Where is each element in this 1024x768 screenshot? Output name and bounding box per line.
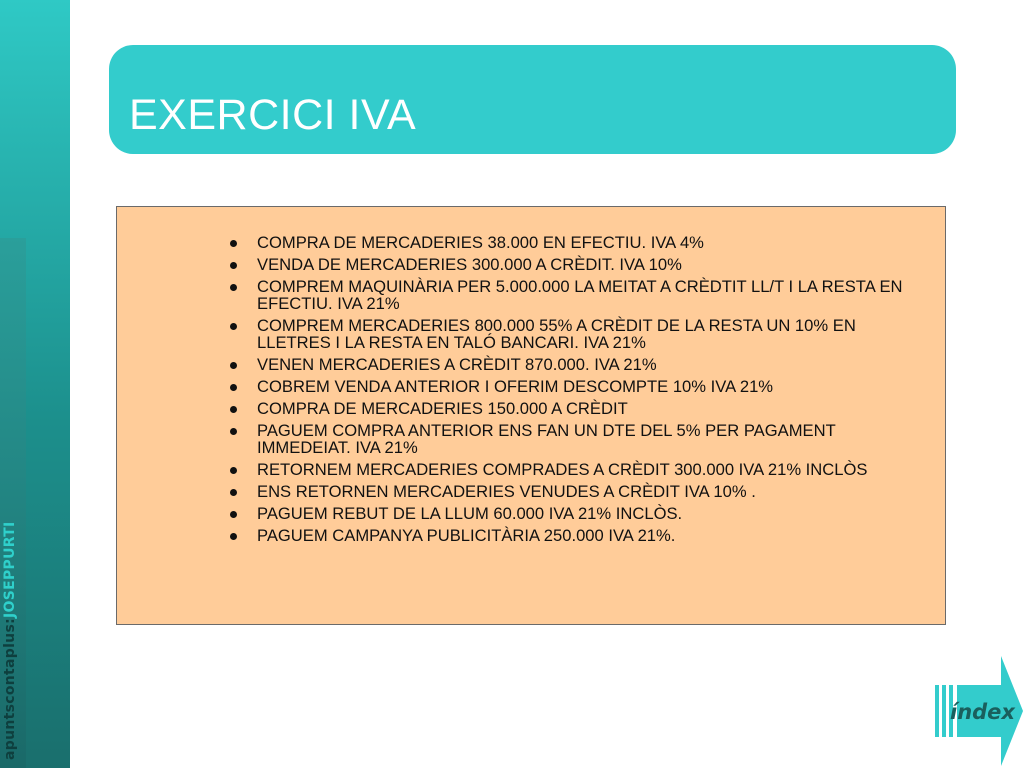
sidebar-credit (2, 521, 18, 760)
list-item (230, 461, 926, 478)
exercise-list (230, 234, 926, 549)
list-item (230, 317, 926, 351)
content-box (116, 206, 946, 625)
list-item (230, 256, 926, 273)
bullet-icon (230, 384, 237, 391)
bullet-icon (230, 533, 237, 540)
item-text: ENS RETORNEN MERCADERIES VENUDES A CRÈDIT IVA 10% . (257, 482, 756, 501)
item-text: COMPRA DE MERCADERIES 38.000 EN EFECTIU. IVA 4% (257, 233, 704, 252)
list-item (230, 400, 926, 417)
list-item (230, 234, 926, 251)
title-band (109, 45, 956, 154)
index-stripe-2 (942, 685, 946, 737)
item-text: COMPREM MAQUINÀRIA PER 5.000.000 LA MEITAT A CRÈDTIT LL/T I LA RESTA EN EFECTIU. IVA 21% (257, 277, 903, 313)
bullet-icon (230, 284, 237, 291)
list-item (230, 422, 926, 456)
bullet-icon (230, 262, 237, 269)
list-item (230, 527, 926, 544)
item-text: RETORNEM MERCADERIES COMPRADES A CRÈDIT 300.000 IVA 21% INCLÒS (257, 460, 868, 479)
item-text: COMPRA DE MERCADERIES 150.000 A CRÈDIT (257, 399, 628, 418)
list-item (230, 505, 926, 522)
bullet-icon (230, 362, 237, 369)
bullet-icon (230, 428, 237, 435)
index-link[interactable]: índex (950, 700, 1015, 724)
index-stripe-1 (935, 685, 939, 737)
list-item (230, 483, 926, 500)
bullet-icon (230, 467, 237, 474)
credit-author: JOSEPPURTI (2, 521, 18, 619)
item-text: COMPREM MERCADERIES 800.000 55% A CRÈDIT DE LA RESTA UN 10% EN LLETRES I LA RESTA EN TALÓ BANCARI. IVA 21% (257, 316, 856, 352)
slide-title: EXERCICI IVA (129, 91, 417, 139)
list-item (230, 278, 926, 312)
list-item (230, 378, 926, 395)
list-item (230, 356, 926, 373)
item-text: VENEN MERCADERIES A CRÈDIT 870.000. IVA 21% (257, 355, 657, 374)
bullet-icon (230, 489, 237, 496)
item-text: PAGUEM REBUT DE LA LLUM 60.000 IVA 21% INCLÒS. (257, 504, 683, 523)
bullet-icon (230, 240, 237, 247)
item-text: COBREM VENDA ANTERIOR I OFERIM DESCOMPTE 10% IVA 21% (257, 377, 774, 396)
bullet-icon (230, 511, 237, 518)
credit-site: apuntscontaplus: (2, 618, 18, 760)
item-text: PAGUEM CAMPANYA PUBLICITÀRIA 250.000 IVA 21%. (257, 526, 676, 545)
bullet-icon (230, 406, 237, 413)
item-text: VENDA DE MERCADERIES 300.000 A CRÈDIT. IVA 10% (257, 255, 682, 274)
bullet-icon (230, 323, 237, 330)
item-text: PAGUEM COMPRA ANTERIOR ENS FAN UN DTE DEL 5% PER PAGAMENT IMMEDEIAT. IVA 21% (257, 421, 836, 457)
